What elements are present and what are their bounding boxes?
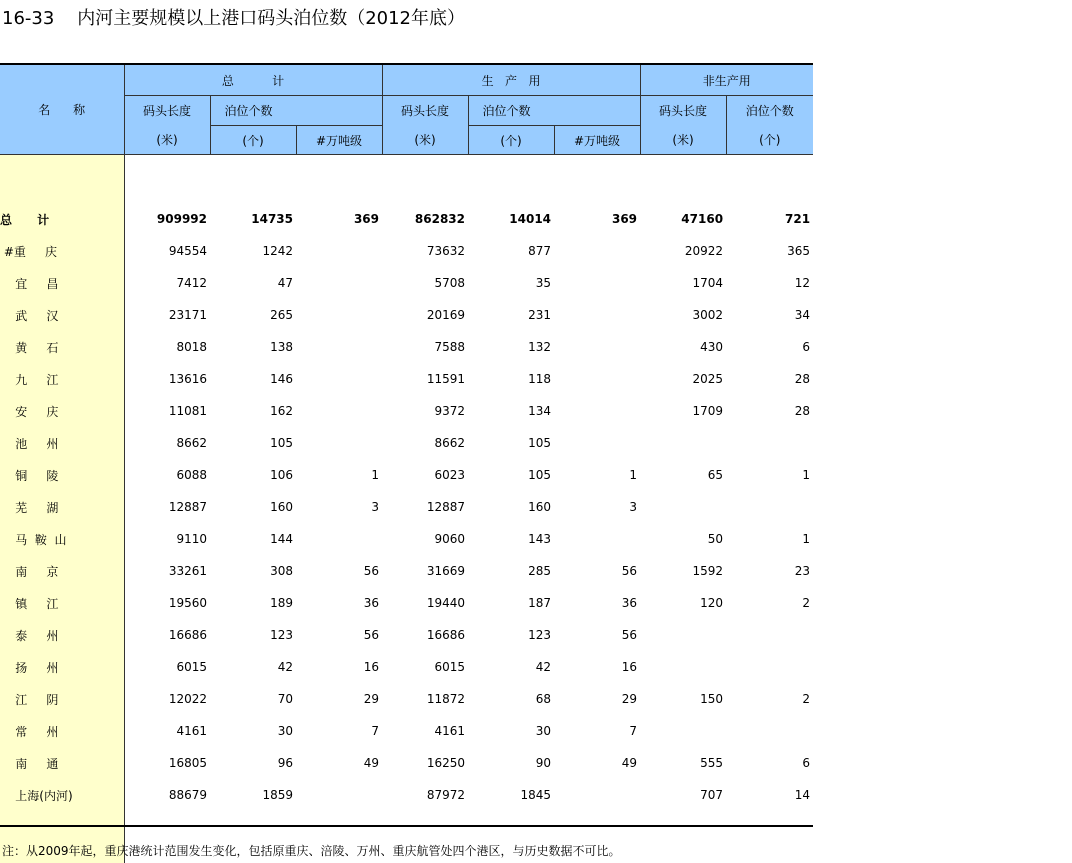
production-group-header: 生 产 用 <box>382 64 640 96</box>
name-column-header: 名 称 <box>0 64 124 155</box>
value-cell: 7588 <box>382 331 468 363</box>
prod-berths-header: 泊位个数 <box>468 96 640 126</box>
value-cell: 56 <box>296 555 382 587</box>
port-name-cell: 马 鞍 山 <box>0 523 124 555</box>
value-cell: 29 <box>296 683 382 715</box>
table-row <box>0 427 813 459</box>
value-cell: 6 <box>726 331 813 363</box>
value-cell: 30 <box>210 715 296 747</box>
value-cell: 2 <box>726 587 813 619</box>
value-cell <box>554 235 640 267</box>
table-row <box>0 331 813 363</box>
value-cell: 23171 <box>124 299 210 331</box>
value-cell <box>554 299 640 331</box>
port-name-cell: 武 汉 <box>0 299 124 331</box>
value-cell: 7412 <box>124 267 210 299</box>
value-cell: 189 <box>210 587 296 619</box>
value-cell: 7 <box>554 715 640 747</box>
nonprod-wharf-length-header: 码头长度 <box>640 96 726 126</box>
value-cell: 1592 <box>640 555 726 587</box>
value-cell: 9110 <box>124 523 210 555</box>
table-row <box>0 395 813 427</box>
table-row <box>0 651 813 683</box>
value-cell: 68 <box>468 683 554 715</box>
value-cell: 12022 <box>124 683 210 715</box>
value-cell: 123 <box>468 619 554 651</box>
value-cell: 2025 <box>640 363 726 395</box>
prod-wharf-unit: (米) <box>382 126 468 155</box>
value-cell: 285 <box>468 555 554 587</box>
table-bottom-rule <box>0 825 813 827</box>
value-cell: 138 <box>210 331 296 363</box>
value-cell: 6 <box>726 747 813 779</box>
value-cell: 1845 <box>468 779 554 811</box>
value-cell: 34 <box>726 299 813 331</box>
table-row <box>0 203 813 235</box>
value-cell <box>296 523 382 555</box>
table-row <box>0 299 813 331</box>
value-cell <box>554 363 640 395</box>
value-cell: 13616 <box>124 363 210 395</box>
port-name-cell: 江 阴 <box>0 683 124 715</box>
value-cell: 28 <box>726 363 813 395</box>
value-cell: 14 <box>726 779 813 811</box>
value-cell: 369 <box>296 203 382 235</box>
port-name-cell: 铜 陵 <box>0 459 124 491</box>
value-cell <box>640 619 726 651</box>
nonproduction-group-header: 非生产用 <box>640 64 813 96</box>
value-cell: 56 <box>296 619 382 651</box>
table-row <box>0 555 813 587</box>
value-cell: 88679 <box>124 779 210 811</box>
table-row <box>0 683 813 715</box>
value-cell: 42 <box>210 651 296 683</box>
value-cell: 3 <box>554 491 640 523</box>
port-name-cell: #重 庆 <box>0 235 124 267</box>
table-row <box>0 267 813 299</box>
statistics-table-container <box>0 63 813 827</box>
value-cell <box>640 651 726 683</box>
value-cell: 14735 <box>210 203 296 235</box>
value-cell: 56 <box>554 619 640 651</box>
value-cell: 8018 <box>124 331 210 363</box>
value-cell: 16250 <box>382 747 468 779</box>
value-cell: 8662 <box>124 427 210 459</box>
value-cell: 6088 <box>124 459 210 491</box>
prod-berths-unit: (个) <box>468 126 554 155</box>
value-cell: 1 <box>726 523 813 555</box>
value-cell: 555 <box>640 747 726 779</box>
value-cell: 28 <box>726 395 813 427</box>
value-cell: 16805 <box>124 747 210 779</box>
value-cell: 29 <box>554 683 640 715</box>
value-cell: 94554 <box>124 235 210 267</box>
value-cell: 162 <box>210 395 296 427</box>
value-cell: 909992 <box>124 203 210 235</box>
value-cell <box>554 427 640 459</box>
port-name-cell: 南 京 <box>0 555 124 587</box>
port-name-cell: 宜 昌 <box>0 267 124 299</box>
table-header <box>0 64 813 155</box>
port-name-cell: 南 通 <box>0 747 124 779</box>
value-cell: 33261 <box>124 555 210 587</box>
value-cell: 106 <box>210 459 296 491</box>
port-name-cell: 扬 州 <box>0 651 124 683</box>
value-cell: 31669 <box>382 555 468 587</box>
value-cell <box>640 491 726 523</box>
value-cell: 70 <box>210 683 296 715</box>
value-cell: 36 <box>296 587 382 619</box>
value-cell <box>726 491 813 523</box>
value-cell: 144 <box>210 523 296 555</box>
value-cell: 160 <box>210 491 296 523</box>
value-cell <box>726 619 813 651</box>
value-cell: 7 <box>296 715 382 747</box>
value-cell: 365 <box>726 235 813 267</box>
port-name-cell: 芜 湖 <box>0 491 124 523</box>
value-cell: 132 <box>468 331 554 363</box>
footnote: 注：从2009年起，重庆港统计范围发生变化，包括原重庆、涪陵、万州、重庆航管处四个港区，与历史数据不可比。 <box>2 842 621 859</box>
value-cell: 5708 <box>382 267 468 299</box>
table-row <box>0 363 813 395</box>
value-cell <box>296 299 382 331</box>
value-cell: 308 <box>210 555 296 587</box>
value-cell: 19560 <box>124 587 210 619</box>
value-cell: 35 <box>468 267 554 299</box>
port-name-cell: 泰 州 <box>0 619 124 651</box>
total-wharf-length-header: 码头长度 <box>124 96 210 126</box>
value-cell: 49 <box>296 747 382 779</box>
value-cell: 96 <box>210 747 296 779</box>
port-name-cell: 池 州 <box>0 427 124 459</box>
value-cell <box>640 427 726 459</box>
value-cell: 36 <box>554 587 640 619</box>
value-cell: 20922 <box>640 235 726 267</box>
table-row <box>0 459 813 491</box>
value-cell: 3002 <box>640 299 726 331</box>
value-cell: 1859 <box>210 779 296 811</box>
table-body <box>0 155 813 863</box>
value-cell: 9372 <box>382 395 468 427</box>
value-cell <box>296 267 382 299</box>
table-row <box>0 587 813 619</box>
value-cell: 187 <box>468 587 554 619</box>
value-cell: 146 <box>210 363 296 395</box>
total-berths-unit: (个) <box>210 126 296 155</box>
value-cell: 1 <box>296 459 382 491</box>
total-wandun-header: #万吨级 <box>296 126 382 155</box>
value-cell: 118 <box>468 363 554 395</box>
total-berths-header: 泊位个数 <box>210 96 382 126</box>
table-row <box>0 619 813 651</box>
port-name-cell: 安 庆 <box>0 395 124 427</box>
value-cell: 8662 <box>382 427 468 459</box>
table-row <box>0 747 813 779</box>
value-cell <box>726 427 813 459</box>
value-cell: 265 <box>210 299 296 331</box>
value-cell: 1709 <box>640 395 726 427</box>
value-cell: 369 <box>554 203 640 235</box>
port-name-cell: 镇 江 <box>0 587 124 619</box>
table-row <box>0 779 813 811</box>
value-cell: 721 <box>726 203 813 235</box>
port-name-cell: 常 州 <box>0 715 124 747</box>
value-cell: 87972 <box>382 779 468 811</box>
table-row <box>0 235 813 267</box>
value-cell: 105 <box>468 459 554 491</box>
value-cell <box>554 779 640 811</box>
value-cell: 862832 <box>382 203 468 235</box>
nonprod-berths-unit: (个) <box>726 126 813 155</box>
value-cell <box>726 651 813 683</box>
nonprod-wharf-unit: (米) <box>640 126 726 155</box>
value-cell: 1 <box>726 459 813 491</box>
prod-wharf-length-header: 码头长度 <box>382 96 468 126</box>
value-cell: 430 <box>640 331 726 363</box>
value-cell <box>726 715 813 747</box>
value-cell <box>296 395 382 427</box>
value-cell: 12887 <box>382 491 468 523</box>
value-cell: 19440 <box>382 587 468 619</box>
value-cell: 3 <box>296 491 382 523</box>
value-cell: 11872 <box>382 683 468 715</box>
value-cell: 120 <box>640 587 726 619</box>
total-group-header: 总 计 <box>124 64 382 96</box>
value-cell: 73632 <box>382 235 468 267</box>
value-cell <box>640 715 726 747</box>
value-cell: 16686 <box>382 619 468 651</box>
table-title: 16-33 内河主要规模以上港口码头泊位数（2012年底） <box>2 4 465 30</box>
value-cell: 231 <box>468 299 554 331</box>
value-cell: 4161 <box>382 715 468 747</box>
nonprod-berths-header: 泊位个数 <box>726 96 813 126</box>
value-cell <box>554 267 640 299</box>
value-cell: 11081 <box>124 395 210 427</box>
value-cell: 20169 <box>382 299 468 331</box>
value-cell: 134 <box>468 395 554 427</box>
value-cell: 877 <box>468 235 554 267</box>
value-cell: 30 <box>468 715 554 747</box>
value-cell: 6015 <box>382 651 468 683</box>
value-cell: 1 <box>554 459 640 491</box>
value-cell: 23 <box>726 555 813 587</box>
value-cell <box>296 235 382 267</box>
table-row <box>0 715 813 747</box>
port-name-cell: 总 计 <box>0 203 124 235</box>
value-cell: 123 <box>210 619 296 651</box>
name-cell-spacer <box>0 155 124 204</box>
value-cell: 6023 <box>382 459 468 491</box>
value-cell: 4161 <box>124 715 210 747</box>
port-name-cell: 九 江 <box>0 363 124 395</box>
port-name-cell: 黄 石 <box>0 331 124 363</box>
value-cell <box>296 427 382 459</box>
value-cell: 9060 <box>382 523 468 555</box>
port-berths-table <box>0 63 813 863</box>
value-cell: 12 <box>726 267 813 299</box>
value-cell: 1242 <box>210 235 296 267</box>
value-cell: 16 <box>554 651 640 683</box>
value-cell: 12887 <box>124 491 210 523</box>
value-cell: 143 <box>468 523 554 555</box>
value-cell: 47 <box>210 267 296 299</box>
total-wharf-unit: (米) <box>124 126 210 155</box>
value-cell: 49 <box>554 747 640 779</box>
prod-wandun-header: #万吨级 <box>554 126 640 155</box>
value-cell: 2 <box>726 683 813 715</box>
value-cell: 6015 <box>124 651 210 683</box>
value-cell: 105 <box>210 427 296 459</box>
table-row <box>0 491 813 523</box>
value-cell: 56 <box>554 555 640 587</box>
value-cell: 90 <box>468 747 554 779</box>
value-cell <box>296 331 382 363</box>
value-cell: 105 <box>468 427 554 459</box>
value-cell: 47160 <box>640 203 726 235</box>
value-cell <box>554 395 640 427</box>
value-cell <box>296 363 382 395</box>
value-cell: 50 <box>640 523 726 555</box>
value-cell: 160 <box>468 491 554 523</box>
value-cell: 16 <box>296 651 382 683</box>
value-cell: 707 <box>640 779 726 811</box>
table-row <box>0 523 813 555</box>
value-cell <box>554 331 640 363</box>
value-cell: 14014 <box>468 203 554 235</box>
value-cell: 65 <box>640 459 726 491</box>
value-cell: 11591 <box>382 363 468 395</box>
value-cell <box>554 523 640 555</box>
port-name-cell: 上海(内河) <box>0 779 124 811</box>
value-cell: 1704 <box>640 267 726 299</box>
value-cell: 42 <box>468 651 554 683</box>
value-cell <box>296 779 382 811</box>
value-cell: 150 <box>640 683 726 715</box>
value-cell: 16686 <box>124 619 210 651</box>
